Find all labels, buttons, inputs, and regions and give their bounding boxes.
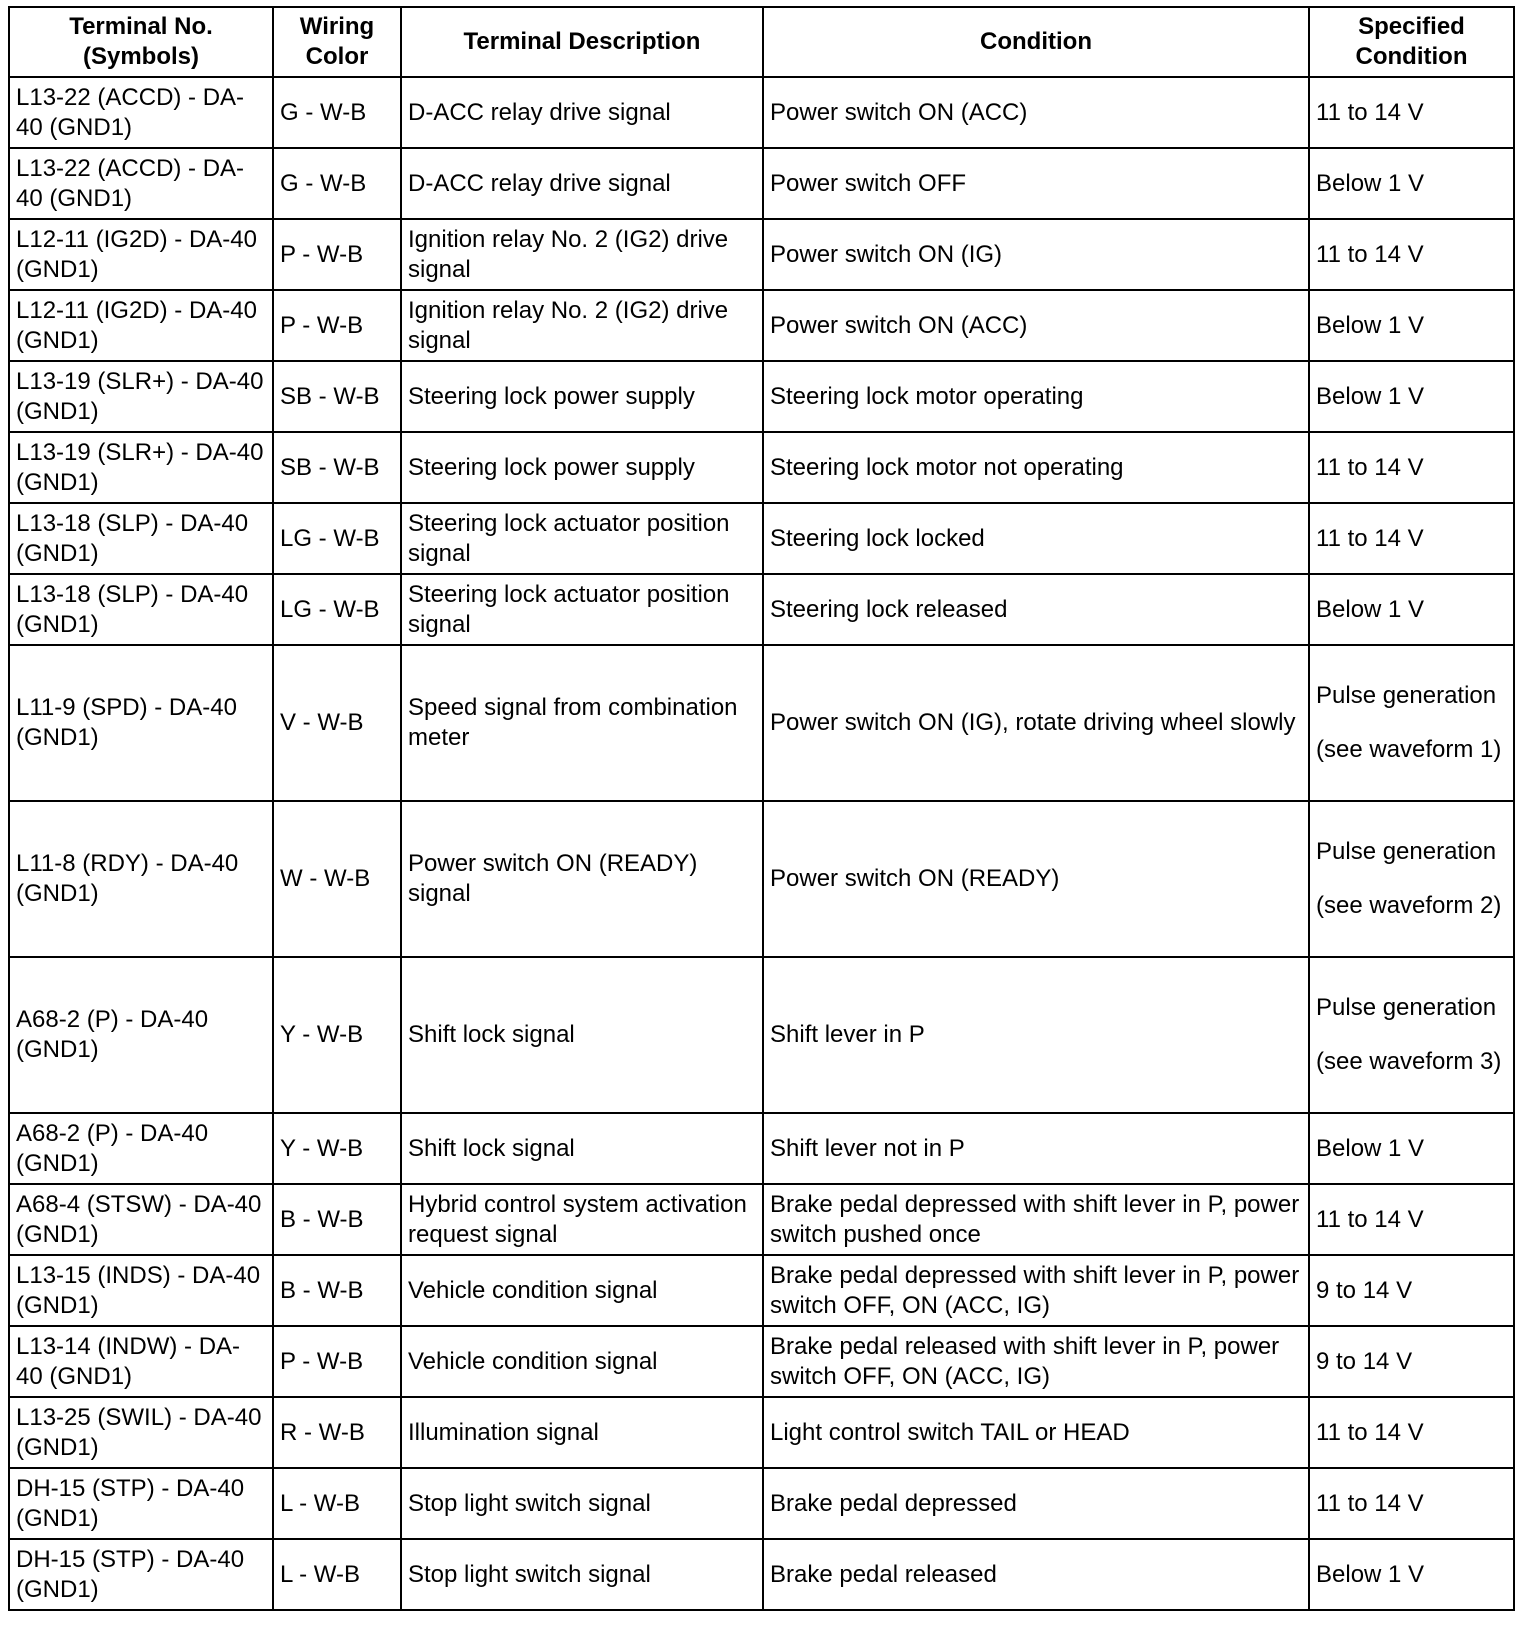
cell-wiring-color bbox=[273, 574, 401, 645]
header-specified-condition: Specified Condition bbox=[1309, 7, 1514, 77]
cell-terminal-text: A68-4 (STSW) - DA-40 (GND1) bbox=[16, 1190, 262, 1248]
cell-wiring-color bbox=[273, 148, 401, 219]
cell-condition bbox=[763, 1326, 1309, 1397]
cell-terminal bbox=[9, 574, 273, 645]
cell-terminal-text: L11-8 (RDY) - DA-40 (GND1) bbox=[16, 850, 239, 907]
cell-condition-text: Brake pedal depressed with shift lever in P, power switch pushed once bbox=[770, 1190, 1300, 1248]
cell-wiring-color-text: Y - W-B bbox=[280, 1021, 364, 1048]
table-row bbox=[9, 219, 1514, 290]
cell-terminal-description-text: Hybrid control system activation request signal bbox=[408, 1190, 747, 1248]
cell-condition-text: Power switch ON (ACC) bbox=[770, 311, 1028, 339]
cell-condition-text: Brake pedal released bbox=[770, 1560, 997, 1588]
cell-wiring-color-text: P - W-B bbox=[280, 311, 364, 339]
table-row bbox=[9, 1326, 1514, 1397]
cell-condition-text: Brake pedal depressed bbox=[770, 1489, 1017, 1517]
header-terminal-description: Terminal Description bbox=[401, 7, 763, 77]
cell-terminal-text: A68-2 (P) - DA-40 (GND1) bbox=[16, 1119, 209, 1177]
cell-condition bbox=[763, 957, 1309, 1113]
cell-wiring-color bbox=[273, 1184, 401, 1255]
cell-condition bbox=[763, 361, 1309, 432]
table-row bbox=[9, 432, 1514, 503]
cell-specified-condition bbox=[1309, 1468, 1514, 1539]
cell-condition-text: Shift lever not in P bbox=[770, 1134, 965, 1162]
cell-specified-condition bbox=[1309, 1326, 1514, 1397]
cell-condition-text: Power switch ON (IG) bbox=[770, 240, 1003, 268]
cell-wiring-color bbox=[273, 1255, 401, 1326]
table-header bbox=[9, 7, 1514, 77]
cell-condition-text: Power switch ON (READY) bbox=[770, 865, 1060, 892]
cell-condition-text: Brake pedal released with shift lever in P, power switch OFF, ON (ACC, IG) bbox=[770, 1332, 1280, 1390]
cell-wiring-color bbox=[273, 801, 401, 957]
table-row bbox=[9, 1255, 1514, 1326]
cell-terminal-description bbox=[401, 574, 763, 645]
cell-terminal-description bbox=[401, 957, 763, 1113]
cell-terminal-description bbox=[401, 1113, 763, 1184]
specified-line: Pulse generation bbox=[1316, 994, 1497, 1021]
table-row bbox=[9, 361, 1514, 432]
cell-condition-text: Power switch ON (ACC) bbox=[770, 98, 1028, 126]
cell-wiring-color bbox=[273, 290, 401, 361]
cell-terminal-description-text: Stop light switch signal bbox=[408, 1489, 651, 1517]
cell-specified-condition bbox=[1309, 77, 1514, 148]
cell-terminal-description bbox=[401, 219, 763, 290]
cell-wiring-color-text: L - W-B bbox=[280, 1489, 361, 1517]
cell-terminal-description bbox=[401, 1397, 763, 1468]
cell-terminal-description-text: Shift lock signal bbox=[408, 1134, 575, 1162]
cell-wiring-color bbox=[273, 432, 401, 503]
cell-wiring-color bbox=[273, 219, 401, 290]
cell-terminal-description-text: Steering lock actuator position signal bbox=[408, 509, 730, 567]
terminal-spec-table bbox=[8, 6, 1515, 1611]
header-row bbox=[9, 7, 1514, 77]
cell-terminal-text: L13-19 (SLR+) - DA-40 (GND1) bbox=[16, 367, 264, 425]
cell-wiring-color bbox=[273, 1397, 401, 1468]
cell-terminal-description-text: Stop light switch signal bbox=[408, 1560, 651, 1588]
table-row bbox=[9, 1468, 1514, 1539]
cell-condition bbox=[763, 148, 1309, 219]
specified-line: 11 to 14 V bbox=[1316, 98, 1424, 126]
cell-terminal-description bbox=[401, 432, 763, 503]
table-row bbox=[9, 645, 1514, 801]
specified-line: (see waveform 3) bbox=[1316, 1048, 1502, 1075]
cell-condition bbox=[763, 801, 1309, 957]
cell-wiring-color-text: R - W-B bbox=[280, 1418, 365, 1446]
cell-condition bbox=[763, 645, 1309, 801]
cell-wiring-color-text: SB - W-B bbox=[280, 382, 380, 410]
cell-terminal-description-text: Ignition relay No. 2 (IG2) drive signal bbox=[408, 296, 729, 354]
cell-terminal-description-text: Shift lock signal bbox=[408, 1021, 575, 1048]
cell-terminal bbox=[9, 219, 273, 290]
table-row bbox=[9, 77, 1514, 148]
cell-condition bbox=[763, 77, 1309, 148]
cell-specified-condition bbox=[1309, 645, 1514, 801]
cell-wiring-color-text: LG - W-B bbox=[280, 595, 380, 623]
cell-condition-text: Power switch OFF bbox=[770, 169, 967, 197]
cell-specified-condition bbox=[1309, 1184, 1514, 1255]
cell-terminal-description-text: Steering lock actuator position signal bbox=[408, 580, 730, 638]
line-gap bbox=[1316, 867, 1507, 891]
specified-line: (see waveform 1) bbox=[1316, 736, 1502, 763]
cell-terminal-text: L13-25 (SWIL) - DA-40 (GND1) bbox=[16, 1403, 262, 1461]
header-wiring-color: Wiring Color bbox=[273, 7, 401, 77]
cell-wiring-color-text: G - W-B bbox=[280, 98, 367, 126]
cell-terminal-text: L12-11 (IG2D) - DA-40 (GND1) bbox=[16, 225, 257, 283]
cell-terminal-description-text: Vehicle condition signal bbox=[408, 1347, 658, 1375]
cell-condition-text: Brake pedal depressed with shift lever in P, power switch OFF, ON (ACC, IG) bbox=[770, 1261, 1300, 1319]
cell-terminal-text: L13-15 (INDS) - DA-40 (GND1) bbox=[16, 1261, 261, 1319]
specified-line: Pulse generation bbox=[1316, 682, 1497, 709]
cell-terminal-text: DH-15 (STP) - DA-40 (GND1) bbox=[16, 1474, 245, 1532]
cell-condition-text: Steering lock motor operating bbox=[770, 382, 1084, 410]
cell-terminal bbox=[9, 1184, 273, 1255]
cell-terminal-description bbox=[401, 361, 763, 432]
specified-line: 11 to 14 V bbox=[1316, 1205, 1424, 1233]
cell-specified-condition bbox=[1309, 148, 1514, 219]
line-gap bbox=[1316, 711, 1507, 735]
specified-line: 11 to 14 V bbox=[1316, 1418, 1424, 1446]
cell-terminal-text: A68-2 (P) - DA-40 (GND1) bbox=[16, 1006, 209, 1063]
cell-terminal-text: L13-19 (SLR+) - DA-40 (GND1) bbox=[16, 438, 264, 496]
cell-terminal bbox=[9, 361, 273, 432]
cell-condition bbox=[763, 574, 1309, 645]
cell-wiring-color-text: B - W-B bbox=[280, 1205, 364, 1233]
cell-terminal-description bbox=[401, 1326, 763, 1397]
specified-line: Below 1 V bbox=[1316, 595, 1425, 623]
cell-terminal bbox=[9, 1255, 273, 1326]
cell-condition bbox=[763, 1539, 1309, 1610]
specified-line: Below 1 V bbox=[1316, 169, 1425, 197]
cell-condition bbox=[763, 1113, 1309, 1184]
cell-wiring-color-text: B - W-B bbox=[280, 1276, 364, 1304]
cell-terminal bbox=[9, 77, 273, 148]
cell-terminal-description-text: Illumination signal bbox=[408, 1418, 599, 1446]
table-row bbox=[9, 1184, 1514, 1255]
cell-terminal-text: L13-14 (INDW) - DA-40 (GND1) bbox=[16, 1332, 241, 1390]
cell-wiring-color bbox=[273, 645, 401, 801]
cell-terminal bbox=[9, 1539, 273, 1610]
cell-condition bbox=[763, 1255, 1309, 1326]
cell-wiring-color bbox=[273, 77, 401, 148]
cell-terminal-text: L12-11 (IG2D) - DA-40 (GND1) bbox=[16, 296, 257, 354]
cell-condition-text: Steering lock locked bbox=[770, 524, 985, 552]
table-row bbox=[9, 1113, 1514, 1184]
cell-wiring-color bbox=[273, 1113, 401, 1184]
cell-condition-text: Light control switch TAIL or HEAD bbox=[770, 1418, 1130, 1446]
cell-wiring-color-text: P - W-B bbox=[280, 240, 364, 268]
cell-terminal bbox=[9, 1113, 273, 1184]
table-row bbox=[9, 801, 1514, 957]
cell-specified-condition bbox=[1309, 574, 1514, 645]
cell-wiring-color-text: Y - W-B bbox=[280, 1134, 364, 1162]
cell-condition bbox=[763, 432, 1309, 503]
specified-line: 11 to 14 V bbox=[1316, 1489, 1424, 1517]
cell-terminal-description-text: Power switch ON (READY) signal bbox=[408, 850, 698, 907]
cell-specified-condition bbox=[1309, 957, 1514, 1113]
cell-terminal-description bbox=[401, 1468, 763, 1539]
cell-terminal bbox=[9, 957, 273, 1113]
specified-line: Below 1 V bbox=[1316, 311, 1425, 339]
cell-wiring-color bbox=[273, 1326, 401, 1397]
cell-terminal-description bbox=[401, 801, 763, 957]
specified-line: 11 to 14 V bbox=[1316, 453, 1424, 481]
cell-terminal-description bbox=[401, 1539, 763, 1610]
cell-condition-text: Power switch ON (IG), rotate driving wheel slowly bbox=[770, 709, 1296, 736]
specified-line: 11 to 14 V bbox=[1316, 240, 1424, 268]
cell-condition bbox=[763, 219, 1309, 290]
cell-wiring-color-text: W - W-B bbox=[280, 865, 371, 892]
cell-terminal bbox=[9, 148, 273, 219]
specified-line: 9 to 14 V bbox=[1316, 1276, 1413, 1304]
cell-condition bbox=[763, 1184, 1309, 1255]
cell-specified-condition bbox=[1309, 1397, 1514, 1468]
cell-condition bbox=[763, 1397, 1309, 1468]
cell-terminal-description-text: Vehicle condition signal bbox=[408, 1276, 658, 1304]
cell-wiring-color bbox=[273, 503, 401, 574]
cell-specified-condition bbox=[1309, 432, 1514, 503]
cell-terminal-description bbox=[401, 1255, 763, 1326]
table-row bbox=[9, 503, 1514, 574]
table-row bbox=[9, 957, 1514, 1113]
cell-terminal bbox=[9, 1397, 273, 1468]
cell-terminal-text: L13-18 (SLP) - DA-40 (GND1) bbox=[16, 580, 249, 638]
table-body bbox=[9, 77, 1514, 1610]
table-row bbox=[9, 1397, 1514, 1468]
cell-terminal-description-text: D-ACC relay drive signal bbox=[408, 98, 671, 126]
cell-specified-condition bbox=[1309, 219, 1514, 290]
cell-terminal-description bbox=[401, 148, 763, 219]
cell-wiring-color bbox=[273, 957, 401, 1113]
cell-specified-condition bbox=[1309, 361, 1514, 432]
table-row bbox=[9, 290, 1514, 361]
line-gap bbox=[1316, 1023, 1507, 1047]
cell-terminal-description bbox=[401, 1184, 763, 1255]
cell-terminal bbox=[9, 645, 273, 801]
cell-terminal-text: L11-9 (SPD) - DA-40 (GND1) bbox=[16, 694, 237, 751]
cell-specified-condition bbox=[1309, 1255, 1514, 1326]
cell-wiring-color bbox=[273, 1468, 401, 1539]
cell-condition bbox=[763, 503, 1309, 574]
cell-terminal bbox=[9, 1326, 273, 1397]
cell-terminal-text: L13-22 (ACCD) - DA-40 (GND1) bbox=[16, 154, 245, 212]
header-terminal: Terminal No. (Symbols) bbox=[9, 7, 273, 77]
cell-condition-text: Steering lock motor not operating bbox=[770, 453, 1124, 481]
cell-condition bbox=[763, 1468, 1309, 1539]
specified-line: Pulse generation bbox=[1316, 838, 1497, 865]
cell-specified-condition bbox=[1309, 801, 1514, 957]
cell-terminal-description-text: Steering lock power supply bbox=[408, 382, 695, 410]
cell-terminal bbox=[9, 801, 273, 957]
specified-line: (see waveform 2) bbox=[1316, 892, 1502, 919]
cell-specified-condition bbox=[1309, 503, 1514, 574]
cell-terminal-description bbox=[401, 290, 763, 361]
specified-line: Below 1 V bbox=[1316, 1560, 1425, 1588]
table-row bbox=[9, 148, 1514, 219]
table-row bbox=[9, 574, 1514, 645]
specified-line: 11 to 14 V bbox=[1316, 524, 1424, 552]
cell-specified-condition bbox=[1309, 1539, 1514, 1610]
specified-line: Below 1 V bbox=[1316, 382, 1425, 410]
cell-terminal-description-text: Speed signal from combination meter bbox=[408, 694, 738, 751]
cell-terminal-description bbox=[401, 645, 763, 801]
cell-wiring-color bbox=[273, 1539, 401, 1610]
cell-wiring-color-text: P - W-B bbox=[280, 1347, 364, 1375]
cell-terminal-text: L13-22 (ACCD) - DA-40 (GND1) bbox=[16, 83, 245, 141]
cell-wiring-color-text: G - W-B bbox=[280, 169, 367, 197]
cell-specified-condition bbox=[1309, 1113, 1514, 1184]
cell-terminal-text: L13-18 (SLP) - DA-40 (GND1) bbox=[16, 509, 249, 567]
cell-terminal-description-text: Ignition relay No. 2 (IG2) drive signal bbox=[408, 225, 729, 283]
cell-terminal-description-text: D-ACC relay drive signal bbox=[408, 169, 671, 197]
cell-wiring-color-text: L - W-B bbox=[280, 1560, 361, 1588]
specified-line: 9 to 14 V bbox=[1316, 1347, 1413, 1375]
cell-terminal-description bbox=[401, 503, 763, 574]
cell-terminal bbox=[9, 290, 273, 361]
cell-wiring-color-text: V - W-B bbox=[280, 709, 364, 736]
cell-terminal bbox=[9, 432, 273, 503]
cell-terminal-description-text: Steering lock power supply bbox=[408, 453, 695, 481]
cell-wiring-color bbox=[273, 361, 401, 432]
cell-condition-text: Steering lock released bbox=[770, 595, 1008, 623]
cell-specified-condition bbox=[1309, 290, 1514, 361]
cell-terminal bbox=[9, 503, 273, 574]
specified-line: Below 1 V bbox=[1316, 1134, 1425, 1162]
header-condition: Condition bbox=[763, 7, 1309, 77]
cell-terminal-description bbox=[401, 77, 763, 148]
cell-wiring-color-text: LG - W-B bbox=[280, 524, 380, 552]
table-row bbox=[9, 1539, 1514, 1610]
cell-condition-text: Shift lever in P bbox=[770, 1021, 925, 1048]
cell-condition bbox=[763, 290, 1309, 361]
cell-wiring-color-text: SB - W-B bbox=[280, 453, 380, 481]
cell-terminal bbox=[9, 1468, 273, 1539]
cell-terminal-text: DH-15 (STP) - DA-40 (GND1) bbox=[16, 1545, 245, 1603]
